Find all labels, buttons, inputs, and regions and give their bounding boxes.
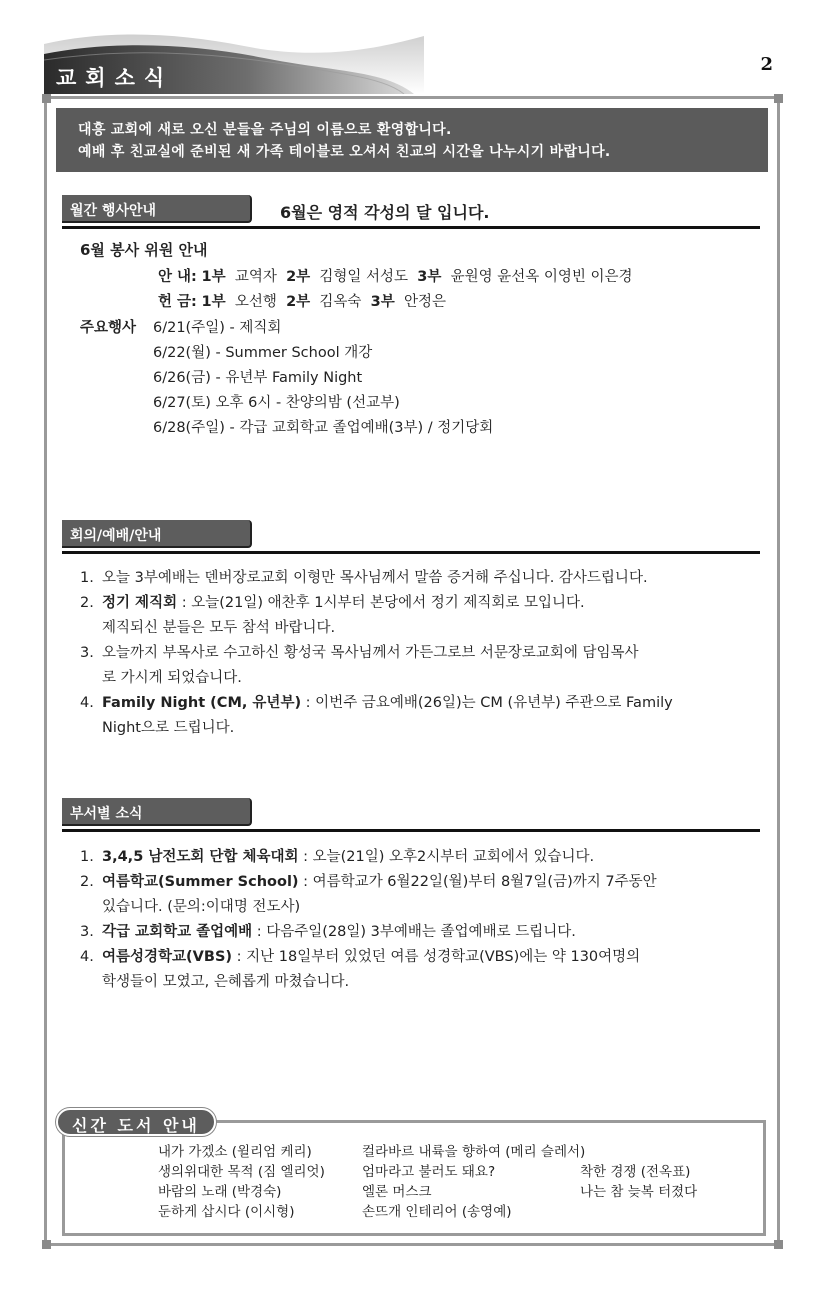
usher-part-3: 3부 [417, 269, 442, 285]
page-header-title: 교회소식 [56, 66, 174, 90]
offering-part-3: 3부 [370, 294, 395, 310]
usher-row [158, 267, 633, 287]
event-item: 6/27(토) 오후 6시 - 찬양의밤 (선교부) [153, 395, 400, 411]
frame-left-line [44, 96, 47, 1246]
month-theme: 6월은 영적 각성의 달 입니다. [280, 203, 490, 222]
usher-part-2-names: 김형일 서성도 [319, 269, 409, 285]
tab-meeting-worship: 회의/예배/안내 [62, 520, 252, 548]
offering-part-1-names: 오선행 [234, 294, 277, 310]
servants-title: 6월 봉사 위원 안내 [80, 241, 208, 259]
book-item: 내가 가겠소 (윌리엄 케리) [158, 1144, 312, 1160]
offering-row [158, 292, 446, 312]
usher-label: 안 내: [158, 269, 197, 285]
book-item: 손뜨개 인테리어 (송영예) [362, 1204, 512, 1220]
welcome-line-2: 예배 후 친교실에 준비된 새 가족 테이블로 오셔서 친교의 시간을 나누시기 바랍니다. [78, 144, 611, 160]
list-item: 4. 여름성경학교(VBS) : 지난 18일부터 있었던 여름 성경학교(VBS)에는 약 130여명의 학생들이 모였고, 은혜롭게 마쳤습니다. [80, 949, 641, 990]
book-item: 바람의 노래 (박경숙) [158, 1184, 282, 1200]
welcome-banner [56, 108, 768, 172]
usher-part-2: 2부 [286, 269, 311, 285]
usher-part-1-names: 교역자 [234, 269, 277, 285]
usher-part-1: 1부 [201, 269, 226, 285]
offering-part-1: 1부 [201, 294, 226, 310]
list-item: 1. 오늘 3부예배는 덴버장로교회 이형만 목사님께서 말씀 증거해 주십니다. 감사드립니다. [80, 570, 648, 586]
page-number: 2 [760, 54, 773, 75]
offering-part-3-names: 안정은 [403, 294, 446, 310]
frame-corner-tr [774, 94, 783, 103]
events-label: 주요행사 [80, 320, 137, 336]
list-item: 3. 각급 교회학교 졸업예배 : 다음주일(28일) 3부예배는 졸업예배로 드립니다. [80, 924, 576, 940]
frame-right-line [777, 96, 780, 1246]
section-rule [62, 226, 760, 229]
book-item: 생의위대한 목적 (짐 엘리엇) [158, 1164, 325, 1180]
offering-part-2: 2부 [286, 294, 311, 310]
event-item: 6/22(월) - Summer School 개강 [153, 345, 373, 361]
offering-part-2-names: 김옥숙 [319, 294, 362, 310]
new-books-title: 신간 도서 안내 [56, 1108, 216, 1136]
book-item: 엄마라고 불러도 돼요? [362, 1164, 496, 1180]
book-item: 둔하게 삽시다 (이시형) [158, 1204, 295, 1220]
list-item: 4. Family Night (CM, 유년부) : 이번주 금요예배(26일)는 CM (유년부) 주관으로 Family Night으로 드립니다. [80, 695, 673, 736]
meeting-list [80, 566, 673, 741]
section-rule [62, 829, 760, 832]
offering-label: 헌 금: [158, 294, 197, 310]
frame-corner-tl [42, 94, 51, 103]
book-item: 나는 참 늦복 터졌다 [580, 1184, 698, 1200]
tab-monthly-events: 월간 행사안내 [62, 195, 252, 223]
welcome-line-1: 대흥 교회에 새로 오신 분들을 주님의 이름으로 환영합니다. [78, 122, 452, 138]
event-item: 6/28(주일) - 각급 교회학교 졸업예배(3부) / 정기당회 [153, 420, 494, 436]
usher-part-3-names: 윤원영 윤선옥 이영빈 이은경 [450, 269, 633, 285]
book-item: 착한 경쟁 (전옥표) [580, 1164, 691, 1180]
list-item: 1. 3,4,5 남전도회 단합 체육대회 : 오늘(21일) 오후2시부터 교회에서 있습니다. [80, 849, 595, 865]
frame-bottom-line [44, 1243, 780, 1246]
book-item: 엘론 머스크 [362, 1184, 432, 1200]
event-item: 6/26(금) - 유년부 Family Night [153, 370, 363, 386]
book-item: 컬라바르 내륙을 향하여 (메리 슬레서) [362, 1144, 586, 1160]
section-rule [62, 551, 760, 554]
tab-department-news: 부서별 소식 [62, 798, 252, 826]
department-list [80, 845, 657, 995]
frame-top-line [44, 96, 780, 99]
list-item: 3. 오늘까지 부목사로 수고하신 황성국 목사님께서 가든그로브 서문장로교회에 담임목사 로 가시게 되었습니다. [80, 645, 639, 686]
frame-corner-bl [42, 1240, 51, 1249]
list-item: 2. 정기 제직회 : 오늘(21일) 애찬후 1시부터 본당에서 정기 제직회로 모입니다. 제직되신 분들은 모두 참석 바랍니다. [80, 595, 585, 636]
event-item: 6/21(주일) - 제직회 [153, 320, 282, 336]
frame-corner-br [774, 1240, 783, 1249]
list-item: 2. 여름학교(Summer School) : 여름학교가 6월22일(월)부터 8월7일(금)까지 7주동안 있습니다. (문의:이대명 전도사) [80, 874, 657, 915]
